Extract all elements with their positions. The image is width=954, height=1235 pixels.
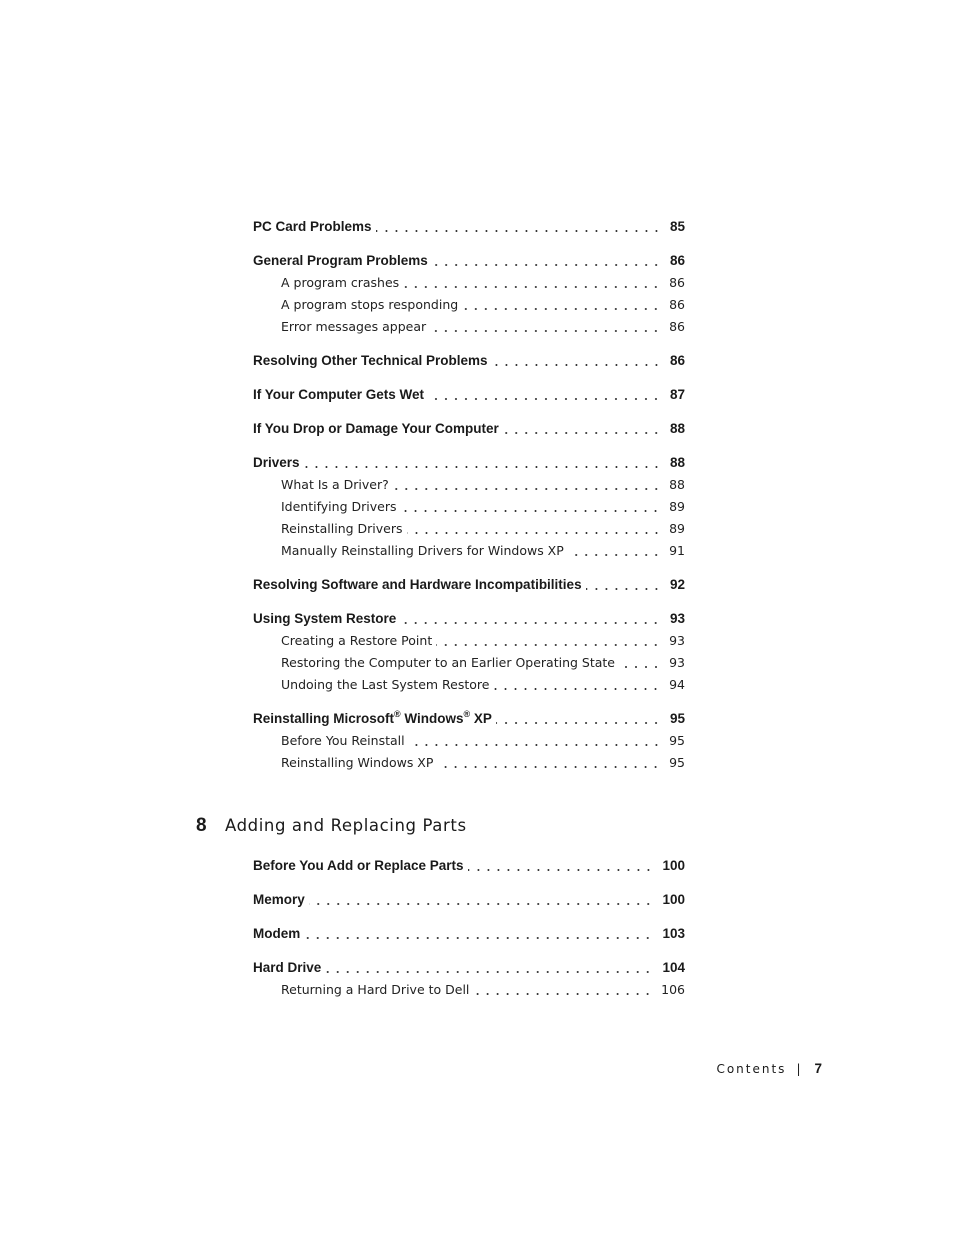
dot-leader	[493, 679, 661, 692]
toc-entry[interactable]	[253, 350, 685, 372]
dot-leader	[436, 635, 661, 648]
entry-title: Reinstalling Windows XP	[281, 755, 434, 770]
dot-leader	[376, 220, 661, 234]
dot-leader	[432, 254, 661, 268]
entry-title: Modem	[253, 926, 301, 941]
entry-title: Hard Drive	[253, 960, 322, 975]
entry-page-number: 106	[661, 982, 685, 997]
entry-title: Reinstalling Drivers	[281, 521, 403, 536]
entry-page-number: 88	[669, 455, 685, 470]
entry-title: Drivers	[253, 455, 300, 470]
entry-page-number: 103	[662, 926, 685, 941]
dot-leader	[492, 354, 661, 368]
dot-leader	[409, 735, 661, 748]
toc-subentry[interactable]	[253, 540, 685, 562]
entry-page-number: 85	[669, 219, 685, 234]
entry-page-number: 86	[669, 275, 685, 290]
entry-title: A program stops responding	[281, 297, 459, 312]
entry-title: Memory	[253, 892, 305, 907]
toc-entry[interactable]	[253, 384, 685, 406]
dot-leader	[473, 984, 653, 997]
dot-leader	[496, 712, 661, 726]
toc-entry[interactable]	[253, 923, 685, 945]
entry-title: Restoring the Computer to an Earlier Operating State	[281, 655, 615, 670]
dot-leader	[430, 321, 661, 334]
toc-subentry[interactable]	[253, 316, 685, 338]
toc-entry[interactable]	[253, 418, 685, 440]
toc-entry[interactable]	[253, 452, 685, 474]
toc-subentry[interactable]	[253, 272, 685, 294]
toc-entry[interactable]	[253, 855, 685, 877]
dot-leader	[437, 757, 661, 770]
entry-page-number: 88	[669, 477, 685, 492]
title-part: Reinstalling Microsoft	[253, 711, 395, 726]
dot-leader	[393, 479, 661, 492]
entry-title: General Program Problems	[253, 253, 428, 268]
entry-page-number: 94	[669, 677, 685, 692]
toc-subentry[interactable]	[253, 979, 685, 1001]
entry-title: Creating a Restore Point	[281, 633, 433, 648]
footer-separator: |	[796, 1062, 801, 1076]
dot-leader	[309, 893, 653, 907]
toc-subentry[interactable]	[253, 496, 685, 518]
toc-entry[interactable]	[253, 708, 685, 730]
toc-list	[253, 855, 685, 1001]
toc-entry[interactable]	[253, 574, 685, 596]
entry-title: Identifying Drivers	[281, 499, 397, 514]
entry-page-number: 92	[669, 577, 685, 592]
footer-label: Contents	[716, 1062, 787, 1076]
toc-subentry[interactable]	[253, 674, 685, 696]
entry-page-number: 100	[662, 858, 685, 873]
entry-page-number: 88	[669, 421, 685, 436]
entry-page-number: 93	[669, 633, 685, 648]
entry-page-number: 86	[669, 297, 685, 312]
toc-subentry[interactable]	[253, 630, 685, 652]
entry-title: Manually Reinstalling Drivers for Windows XP	[281, 543, 564, 558]
dot-leader	[586, 578, 661, 592]
dot-leader	[568, 545, 661, 558]
entry-title: What Is a Driver?	[281, 477, 389, 492]
dot-leader	[304, 927, 653, 941]
entry-page-number: 95	[669, 733, 685, 748]
entry-title: Error messages appear	[281, 319, 427, 334]
dot-leader	[403, 277, 661, 290]
dot-leader	[503, 422, 661, 436]
entry-page-number: 100	[662, 892, 685, 907]
title-part: XP	[470, 711, 492, 726]
title-part: Windows	[400, 711, 464, 726]
toc-subentry[interactable]	[253, 474, 685, 496]
dot-leader	[428, 388, 661, 402]
toc-subentry[interactable]	[253, 518, 685, 540]
entry-title: Undoing the Last System Restore	[281, 677, 490, 692]
toc-list	[253, 216, 685, 774]
entry-page-number: 93	[669, 611, 685, 626]
entry-title: Resolving Software and Hardware Incompatibilities	[253, 577, 582, 592]
toc-entry[interactable]	[253, 250, 685, 272]
registered-mark: ®	[394, 708, 401, 719]
dot-leader	[304, 456, 661, 470]
dot-leader	[407, 523, 661, 536]
entry-page-number: 86	[669, 253, 685, 268]
entry-page-number: 89	[669, 499, 685, 514]
toc-entry[interactable]	[253, 216, 685, 238]
entry-title: Using System Restore	[253, 611, 397, 626]
entry-title: If You Drop or Damage Your Computer	[253, 421, 499, 436]
entry-page-number: 89	[669, 521, 685, 536]
dot-leader	[325, 961, 653, 975]
entry-page-number: 95	[669, 755, 685, 770]
dot-leader	[400, 501, 661, 514]
entry-page-number: 104	[662, 960, 685, 975]
entry-page-number: 95	[669, 711, 685, 726]
dot-leader	[400, 612, 661, 626]
page-number: 7	[814, 1061, 822, 1076]
chapter-heading	[196, 815, 467, 837]
toc-subentry[interactable]	[253, 730, 685, 752]
entry-title: Before You Reinstall	[281, 733, 405, 748]
toc-entry[interactable]	[253, 957, 685, 979]
entry-page-number: 91	[669, 543, 685, 558]
dot-leader	[462, 299, 661, 312]
entry-title: Returning a Hard Drive to Dell	[281, 982, 470, 997]
entry-page-number: 87	[669, 387, 685, 402]
registered-mark: ®	[463, 708, 471, 719]
entry-title: PC Card Problems	[253, 219, 372, 234]
dot-leader	[468, 859, 653, 873]
entry-title: Resolving Other Technical Problems	[253, 353, 488, 368]
page-footer	[716, 1061, 822, 1076]
chapter-title: Adding and Replacing Parts	[225, 816, 467, 835]
chapter-number: 8	[196, 815, 207, 836]
entry-page-number: 93	[669, 655, 685, 670]
toc-entry[interactable]	[253, 889, 685, 911]
entry-title: A program crashes	[281, 275, 400, 290]
entry-page-number: 86	[669, 319, 685, 334]
entry-title: If Your Computer Gets Wet	[253, 387, 425, 402]
toc-subentry[interactable]	[253, 652, 685, 674]
toc-subentry[interactable]	[253, 294, 685, 316]
entry-title	[253, 708, 496, 730]
entry-title: Before You Add or Replace Parts	[253, 858, 464, 873]
toc-subentry[interactable]	[253, 752, 685, 774]
dot-leader	[619, 657, 661, 670]
entry-page-number: 86	[669, 353, 685, 368]
toc-entry[interactable]	[253, 608, 685, 630]
